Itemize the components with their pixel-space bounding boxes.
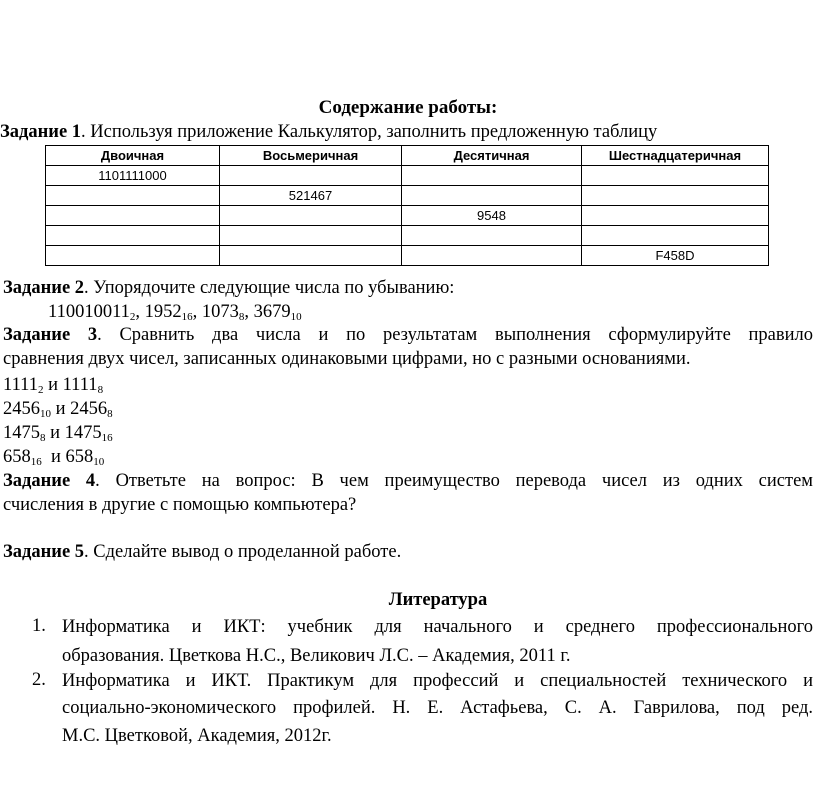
number-value: 1475	[3, 423, 40, 443]
literature-item-2-line3: М.С. Цветковой, Академия, 2012г.	[62, 726, 332, 746]
table-cell	[220, 246, 402, 266]
table-cell	[220, 226, 402, 246]
header-hex: Шестнадцатеричная	[582, 146, 769, 166]
task3-text-line2: сравнения двух чисел, записанных одинаковыми цифрами, но с разными основаниями.	[3, 349, 691, 369]
number-value: 1111	[3, 375, 38, 395]
table-row	[46, 226, 769, 246]
conjunction: и	[43, 375, 63, 395]
number-base: 10	[40, 408, 51, 420]
comparison-pair	[3, 422, 113, 444]
task3-paragraph-line1	[3, 324, 813, 346]
header-octal: Восьмеричная	[220, 146, 402, 166]
page-title: Содержание работы:	[318, 97, 498, 118]
task1-text: . Используя приложение Калькулятор, заполнить предложенную таблицу	[81, 122, 658, 142]
table-row	[46, 206, 769, 226]
task1-label: Задание 1	[0, 122, 82, 142]
literature-item-1-line1: Информатика и ИКТ: учебник для начального и среднего профессионального	[62, 617, 813, 637]
number-base: 8	[97, 384, 104, 396]
number-base: 16	[101, 432, 113, 444]
header-decimal: Десятичная	[402, 146, 582, 166]
task3-label: Задание 3	[3, 325, 98, 345]
comparison-pair	[3, 446, 104, 468]
conversion-table	[45, 145, 769, 266]
task4-paragraph-line1	[3, 470, 813, 492]
literature-item-2-line2: социально-экономического профилей. Н. Е. Астафьева, С. А. Гаврилова, под ред.	[62, 698, 813, 718]
number-value: 1073	[201, 302, 239, 322]
table-cell	[582, 226, 769, 246]
task2-paragraph	[3, 277, 454, 299]
separator: ,	[135, 302, 145, 322]
number-value: 2456	[3, 399, 40, 419]
table-cell	[46, 206, 220, 226]
number-value: 1475	[64, 423, 102, 443]
number-value: 1111	[62, 375, 98, 395]
table-cell	[402, 226, 582, 246]
literature-title: Литература	[388, 590, 488, 610]
list-item-number: 1.	[32, 616, 46, 636]
table-cell	[582, 166, 769, 186]
task1-paragraph	[0, 121, 657, 143]
number-base: 10	[93, 456, 105, 468]
separator: ,	[244, 302, 254, 322]
task4-text-line2: счисления в другие с помощью компьютера?	[3, 495, 357, 515]
table-cell: 1101111000	[46, 166, 220, 186]
number-base: 8	[238, 311, 245, 323]
table-row	[46, 166, 769, 186]
comparison-pair	[3, 398, 113, 420]
number-value: 110010011	[48, 302, 130, 322]
number-base: 16	[181, 311, 193, 323]
task5-text: . Сделайте вывод о проделанной работе.	[84, 542, 402, 562]
header-binary: Двоичная	[46, 146, 220, 166]
table-cell: 521467	[220, 186, 402, 206]
task5-label: Задание 5	[3, 542, 85, 562]
table-cell	[402, 186, 582, 206]
number-base: 2	[129, 311, 136, 323]
table-header-row	[46, 146, 769, 166]
conjunction: и	[51, 399, 71, 419]
task3-text-line1: . Сравнить два числа и по результатам выполнения сформулируйте правило	[97, 325, 813, 345]
task4-text-line1: . Ответьте на вопрос: В чем преимущество перевода чисел из одних систем	[95, 471, 813, 491]
number-value: 1952	[144, 302, 182, 322]
number-value: 658	[3, 447, 31, 467]
number-base: 8	[107, 408, 113, 420]
table-cell	[582, 206, 769, 226]
table-cell	[46, 186, 220, 206]
number-base: 10	[290, 311, 302, 323]
conjunction: и	[45, 423, 65, 443]
number-base: 16	[30, 456, 42, 468]
number-value: 658	[65, 447, 94, 467]
number-value: 3679	[253, 302, 291, 322]
table-row	[46, 246, 769, 266]
table-cell	[402, 166, 582, 186]
table-cell	[46, 246, 220, 266]
number-value: 2456	[70, 399, 108, 419]
separator: ,	[192, 302, 202, 322]
task5-paragraph	[3, 541, 401, 563]
task2-label: Задание 2	[3, 278, 85, 298]
task2-text: . Упорядочите следующие числа по убыванию:	[84, 278, 455, 298]
table-cell: F458D	[582, 246, 769, 266]
table-cell: 9548	[402, 206, 582, 226]
number-base: 2	[37, 384, 44, 396]
table-cell	[220, 166, 402, 186]
conjunction: и	[41, 447, 66, 467]
literature-item-1-line2: образования. Цветкова Н.С., Великович Л.С. – Академия, 2011 г.	[62, 646, 571, 666]
table-cell	[46, 226, 220, 246]
table-cell	[582, 186, 769, 206]
list-item-number: 2.	[32, 670, 46, 690]
task4-label: Задание 4	[3, 471, 96, 491]
task2-numbers	[48, 301, 302, 323]
number-base: 8	[40, 432, 46, 444]
table-row	[46, 186, 769, 206]
table-cell	[402, 246, 582, 266]
literature-item-2-line1: Информатика и ИКТ. Практикум для профессий и специальностей технического и	[62, 671, 813, 691]
table-cell	[220, 206, 402, 226]
comparison-pair	[3, 374, 103, 396]
